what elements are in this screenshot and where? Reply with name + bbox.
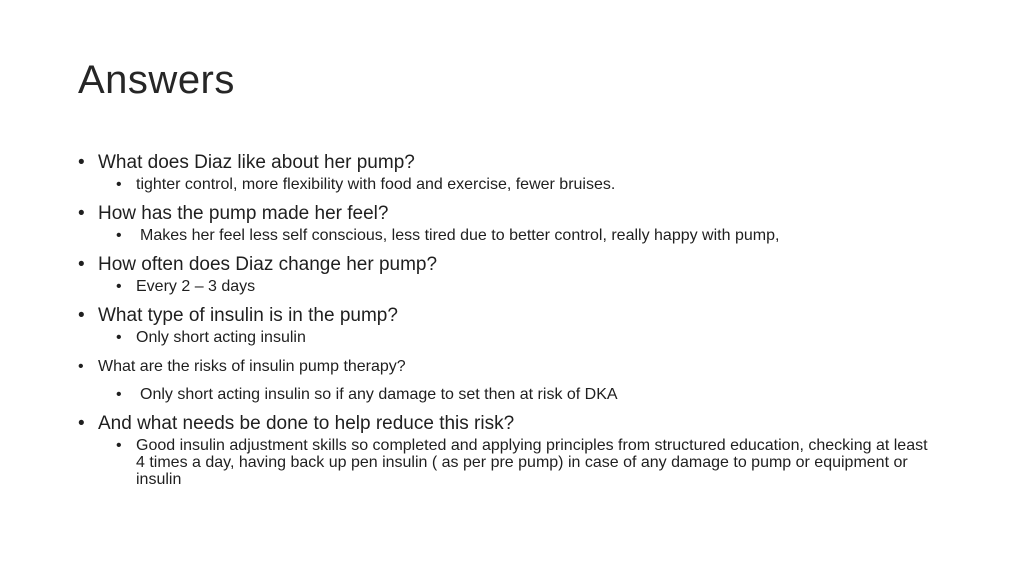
question-text: What does Diaz like about her pump? (98, 152, 415, 173)
bullet-icon: • (78, 358, 84, 375)
question-text: And what needs be done to help reduce this risk? (98, 413, 515, 434)
question-6 (78, 411, 978, 437)
question-text: What type of insulin is in the pump? (98, 305, 398, 326)
question-2 (78, 201, 978, 227)
bullet-icon: • (116, 329, 122, 346)
answer-5 (78, 386, 978, 403)
bullet-icon: • (78, 305, 85, 326)
answer-2 (78, 227, 978, 244)
slide-title: Answers (78, 58, 235, 102)
answer-text: Makes her feel less self conscious, less tired due to better control, really happy with pump, (140, 227, 780, 244)
answer-text: Only short acting insulin so if any damage to set then at risk of DKA (140, 386, 618, 403)
answer-6 (78, 437, 978, 488)
bullet-icon: • (116, 176, 122, 193)
bullet-icon: • (78, 254, 85, 275)
bullet-icon: • (78, 152, 85, 173)
bullet-icon: • (116, 386, 122, 403)
question-text: What are the risks of insulin pump therapy? (98, 358, 406, 375)
slide-content (78, 150, 978, 496)
answer-text: Good insulin adjustment skills so completed and applying principles from structured education, checking at least 4 times a day, having back up pen insulin ( as per pre pump) in case of any damage to pump or equipment or insulin (136, 437, 928, 488)
answer-1 (78, 176, 978, 193)
bullet-icon: • (116, 437, 122, 454)
question-5 (78, 354, 978, 380)
bullet-icon: • (116, 278, 122, 295)
question-3 (78, 252, 978, 278)
answer-text: Only short acting insulin (136, 329, 306, 346)
bullet-icon: • (78, 203, 85, 224)
bullet-icon: • (78, 413, 85, 434)
question-1 (78, 150, 978, 176)
answer-text: tighter control, more flexibility with food and exercise, fewer bruises. (136, 176, 616, 193)
answer-text: Every 2 – 3 days (136, 278, 256, 295)
question-4 (78, 303, 978, 329)
answer-3 (78, 278, 978, 295)
question-text: How often does Diaz change her pump? (98, 254, 438, 275)
answer-4 (78, 329, 978, 346)
bullet-icon: • (116, 227, 122, 244)
question-text: How has the pump made her feel? (98, 203, 389, 224)
